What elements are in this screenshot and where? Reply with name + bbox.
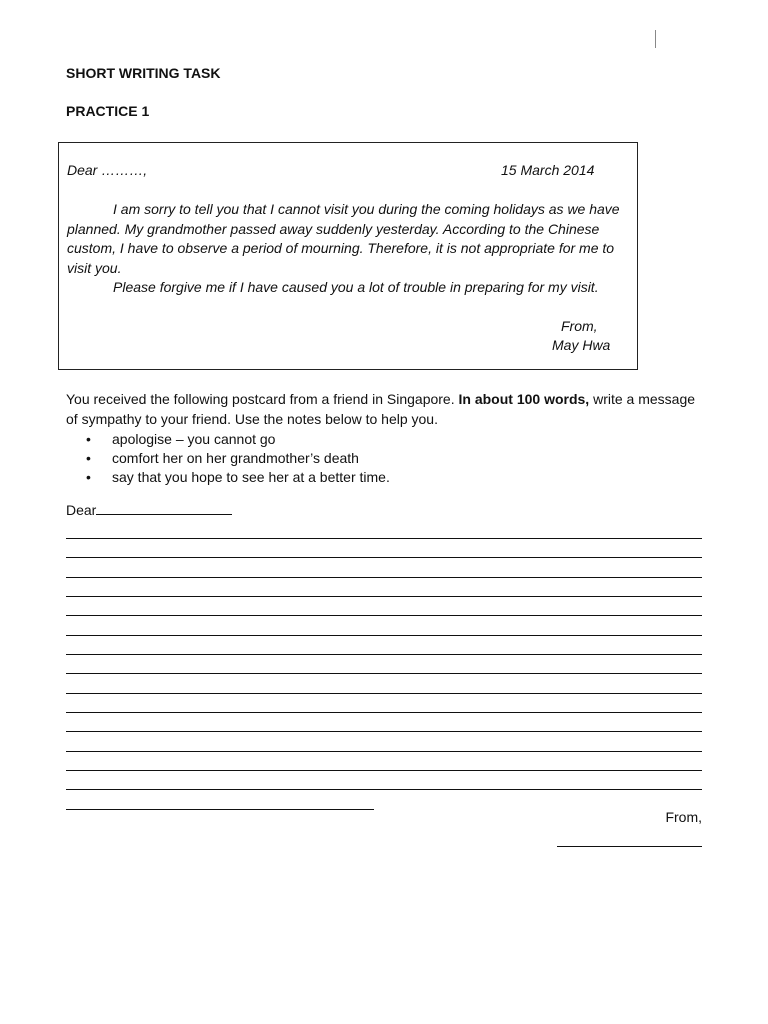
answer-greeting	[66, 501, 232, 518]
writing-line[interactable]	[66, 731, 702, 732]
note-item: • say that you hope to see her at a better time.	[66, 468, 390, 487]
postcard-signature: May Hwa	[552, 337, 611, 353]
note-item: • apologise – you cannot go	[66, 430, 390, 449]
notes-list	[66, 430, 390, 488]
writing-line[interactable]	[66, 635, 702, 636]
postcard-paragraph: I am sorry to tell you that I cannot visit you during the coming holidays as we have planned. My grandmother passed away suddenly yesterday. According to the Chinese custom, I have to observe a period of mourning. Therefore, it is not appropriate for me to visit you.	[67, 201, 620, 276]
writing-line[interactable]	[66, 615, 702, 616]
answer-closing: From,	[665, 809, 702, 825]
writing-line[interactable]	[66, 809, 374, 810]
writing-line[interactable]	[66, 712, 702, 713]
postcard-box	[58, 142, 638, 370]
recipient-name-blank[interactable]	[96, 501, 232, 515]
writing-line[interactable]	[66, 789, 702, 790]
writing-line[interactable]	[66, 654, 702, 655]
writing-line[interactable]	[66, 673, 702, 674]
task-instructions	[66, 390, 706, 429]
postcard-body	[67, 200, 635, 298]
writing-line[interactable]	[66, 577, 702, 578]
writing-line[interactable]	[66, 538, 702, 539]
task-word-count: In about 100 words,	[458, 391, 590, 407]
postcard-closing: From,	[561, 318, 598, 334]
task-intro: You received the following postcard from a friend in Singapore.	[66, 391, 455, 407]
postcard-greeting: Dear ………,	[67, 162, 148, 178]
writing-line[interactable]	[66, 693, 702, 694]
signature-blank[interactable]	[557, 846, 702, 847]
practice-label: PRACTICE 1	[66, 103, 150, 119]
page-title: SHORT WRITING TASK	[66, 65, 221, 81]
writing-line[interactable]	[66, 557, 702, 558]
answer-writing-area[interactable]	[66, 538, 702, 828]
writing-line[interactable]	[66, 596, 702, 597]
postcard-date: 15 March 2014	[501, 162, 595, 178]
task-rest: write a message of sympathy to your friend. Use the notes below to help you.	[66, 391, 696, 427]
answer-greeting-label: Dear	[66, 502, 97, 518]
postcard-paragraph: Please forgive me if I have caused you a lot of trouble in preparing for my visit.	[113, 279, 599, 295]
note-item: • comfort her on her grandmother’s death	[66, 449, 390, 468]
text-cursor-mark	[655, 30, 656, 48]
writing-line[interactable]	[66, 751, 702, 752]
writing-line[interactable]	[66, 770, 702, 771]
